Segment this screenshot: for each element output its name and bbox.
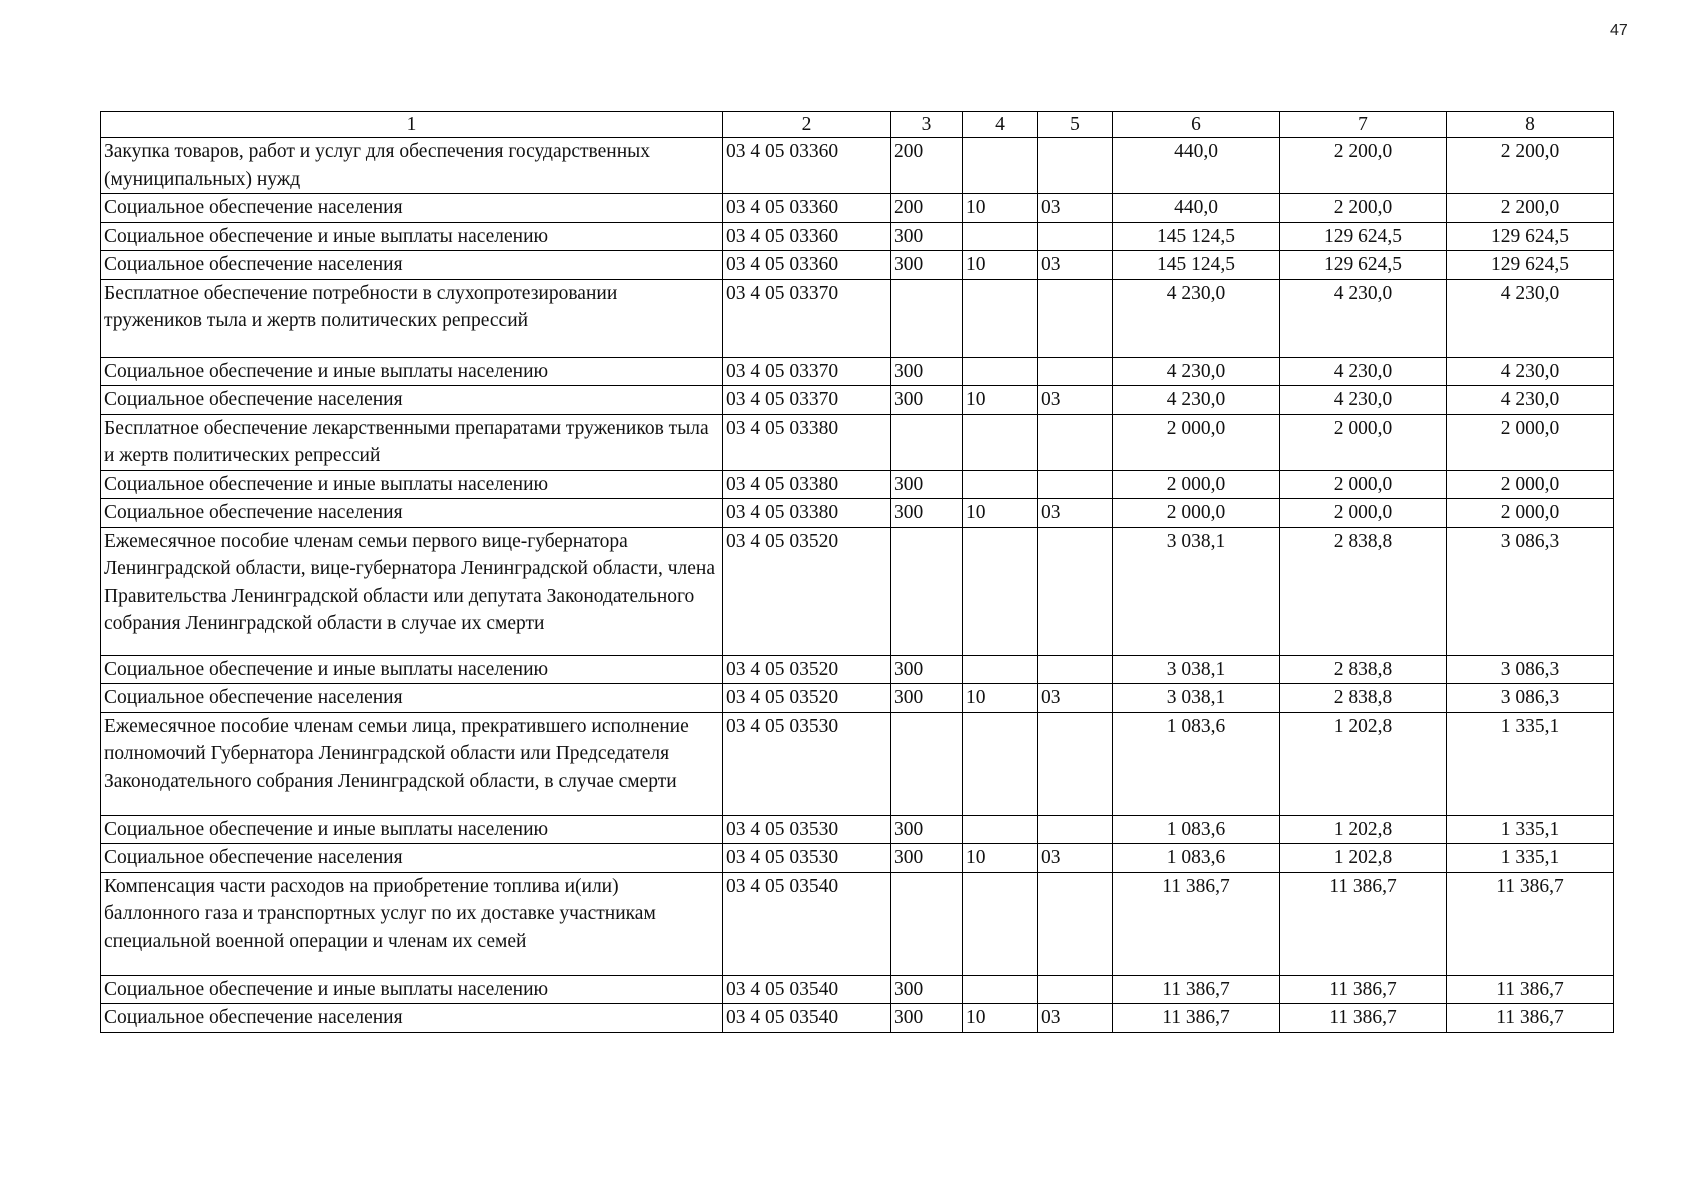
amount-cell: 2 000,0: [1447, 499, 1614, 528]
amount-cell: 1 202,8: [1280, 815, 1447, 844]
target-article-cell: 03 4 05 03360: [723, 138, 891, 194]
subsection-cell: 03: [1038, 684, 1113, 713]
amount-cell: 2 200,0: [1447, 138, 1614, 194]
amount-cell: 11 386,7: [1447, 1004, 1614, 1033]
expense-type-cell: 300: [891, 251, 963, 280]
amount-cell: 4 230,0: [1447, 279, 1614, 357]
expense-type-cell: 300: [891, 470, 963, 499]
amount-cell: 1 335,1: [1447, 815, 1614, 844]
subsection-cell: [1038, 279, 1113, 357]
description-cell: Социальное обеспечение и иные выплаты населению: [101, 357, 723, 386]
description-cell: Ежемесячное пособие членам семьи лица, прекратившего исполнение полномочий Губернатора Ленинградской области или Председателя Законодательного собрания Ленинградской области, в случае смерти: [101, 712, 723, 815]
target-article-cell: 03 4 05 03360: [723, 194, 891, 223]
subsection-cell: [1038, 975, 1113, 1004]
description-cell: Социальное обеспечение населения: [101, 844, 723, 873]
amount-cell: 145 124,5: [1113, 222, 1280, 251]
section-cell: [963, 815, 1038, 844]
expense-type-cell: 300: [891, 844, 963, 873]
amount-cell: 440,0: [1113, 138, 1280, 194]
table-row: [101, 194, 1614, 223]
expense-type-cell: 300: [891, 684, 963, 713]
description-cell: Социальное обеспечение населения: [101, 1004, 723, 1033]
target-article-cell: 03 4 05 03380: [723, 414, 891, 470]
section-cell: [963, 712, 1038, 815]
amount-cell: 11 386,7: [1447, 872, 1614, 975]
amount-cell: 129 624,5: [1447, 251, 1614, 280]
target-article-cell: 03 4 05 03520: [723, 527, 891, 655]
column-header: 2: [723, 112, 891, 138]
target-article-cell: 03 4 05 03520: [723, 655, 891, 684]
section-cell: [963, 357, 1038, 386]
amount-cell: 1 335,1: [1447, 712, 1614, 815]
column-header: 3: [891, 112, 963, 138]
description-cell: Бесплатное обеспечение лекарственными препаратами тружеников тыла и жертв политических репрессий: [101, 414, 723, 470]
description-cell: Социальное обеспечение и иные выплаты населению: [101, 655, 723, 684]
table-row: [101, 1004, 1614, 1033]
expense-type-cell: [891, 872, 963, 975]
description-cell: Бесплатное обеспечение потребности в слухопротезировании тружеников тыла и жертв политических репрессий: [101, 279, 723, 357]
amount-cell: 2 838,8: [1280, 684, 1447, 713]
subsection-cell: [1038, 712, 1113, 815]
amount-cell: 4 230,0: [1113, 357, 1280, 386]
subsection-cell: [1038, 357, 1113, 386]
expense-type-cell: 300: [891, 222, 963, 251]
amount-cell: 4 230,0: [1113, 279, 1280, 357]
column-header: 1: [101, 112, 723, 138]
subsection-cell: [1038, 138, 1113, 194]
amount-cell: 2 000,0: [1113, 499, 1280, 528]
description-cell: Компенсация части расходов на приобретение топлива и(или) баллонного газа и транспортных услуг по их доставке участникам специальной военной операции и членам их семей: [101, 872, 723, 975]
description-cell: Социальное обеспечение населения: [101, 251, 723, 280]
amount-cell: 2 838,8: [1280, 655, 1447, 684]
subsection-cell: [1038, 470, 1113, 499]
subsection-cell: 03: [1038, 1004, 1113, 1033]
table-row: [101, 138, 1614, 194]
expense-type-cell: 300: [891, 357, 963, 386]
description-cell: Закупка товаров, работ и услуг для обеспечения государственных (муниципальных) нужд: [101, 138, 723, 194]
expense-type-cell: [891, 527, 963, 655]
target-article-cell: 03 4 05 03530: [723, 712, 891, 815]
section-cell: 10: [963, 684, 1038, 713]
table-row: [101, 872, 1614, 975]
description-cell: Социальное обеспечение населения: [101, 194, 723, 223]
amount-cell: 2 000,0: [1447, 414, 1614, 470]
section-cell: 10: [963, 386, 1038, 415]
column-header: 4: [963, 112, 1038, 138]
amount-cell: 2 000,0: [1447, 470, 1614, 499]
subsection-cell: 03: [1038, 844, 1113, 873]
section-cell: [963, 138, 1038, 194]
subsection-cell: [1038, 527, 1113, 655]
section-cell: [963, 470, 1038, 499]
amount-cell: 1 202,8: [1280, 712, 1447, 815]
column-header: 7: [1280, 112, 1447, 138]
subsection-cell: [1038, 655, 1113, 684]
amount-cell: 2 000,0: [1280, 499, 1447, 528]
expense-type-cell: 300: [891, 655, 963, 684]
expense-type-cell: 300: [891, 815, 963, 844]
target-article-cell: 03 4 05 03530: [723, 815, 891, 844]
amount-cell: 2 000,0: [1280, 470, 1447, 499]
target-article-cell: 03 4 05 03530: [723, 844, 891, 873]
amount-cell: 2 838,8: [1280, 527, 1447, 655]
amount-cell: 11 386,7: [1280, 975, 1447, 1004]
description-cell: Социальное обеспечение и иные выплаты населению: [101, 975, 723, 1004]
section-cell: [963, 222, 1038, 251]
expense-type-cell: 300: [891, 499, 963, 528]
amount-cell: 11 386,7: [1280, 872, 1447, 975]
header-row: [101, 112, 1614, 138]
amount-cell: 2 000,0: [1113, 470, 1280, 499]
amount-cell: 4 230,0: [1280, 386, 1447, 415]
expense-type-cell: 300: [891, 1004, 963, 1033]
amount-cell: 3 086,3: [1447, 527, 1614, 655]
amount-cell: 2 000,0: [1113, 414, 1280, 470]
table-row: [101, 499, 1614, 528]
amount-cell: 129 624,5: [1447, 222, 1614, 251]
subsection-cell: [1038, 872, 1113, 975]
amount-cell: 4 230,0: [1280, 357, 1447, 386]
amount-cell: 145 124,5: [1113, 251, 1280, 280]
amount-cell: 2 200,0: [1280, 138, 1447, 194]
column-header: 8: [1447, 112, 1614, 138]
target-article-cell: 03 4 05 03380: [723, 499, 891, 528]
budget-table: [100, 111, 1614, 1033]
amount-cell: 3 038,1: [1113, 655, 1280, 684]
target-article-cell: 03 4 05 03360: [723, 222, 891, 251]
amount-cell: 11 386,7: [1113, 872, 1280, 975]
amount-cell: 129 624,5: [1280, 251, 1447, 280]
table-row: [101, 975, 1614, 1004]
amount-cell: 11 386,7: [1447, 975, 1614, 1004]
subsection-cell: 03: [1038, 499, 1113, 528]
table-row: [101, 527, 1614, 655]
amount-cell: 4 230,0: [1447, 357, 1614, 386]
table-row: [101, 279, 1614, 357]
amount-cell: 129 624,5: [1280, 222, 1447, 251]
table-row: [101, 815, 1614, 844]
amount-cell: 1 335,1: [1447, 844, 1614, 873]
target-article-cell: 03 4 05 03370: [723, 279, 891, 357]
amount-cell: 1 083,6: [1113, 844, 1280, 873]
description-cell: Социальное обеспечение и иные выплаты населению: [101, 470, 723, 499]
table-row: [101, 251, 1614, 280]
amount-cell: 11 386,7: [1113, 975, 1280, 1004]
description-cell: Ежемесячное пособие членам семьи первого вице-губернатора Ленинградской области, вице-губернатора Ленинградской области, члена Правительства Ленинградской области или депутата Законодательного собрания Ленинградской области в случае их смерти: [101, 527, 723, 655]
subsection-cell: 03: [1038, 194, 1113, 223]
subsection-cell: 03: [1038, 386, 1113, 415]
expense-type-cell: [891, 414, 963, 470]
amount-cell: 3 038,1: [1113, 527, 1280, 655]
subsection-cell: [1038, 815, 1113, 844]
section-cell: [963, 655, 1038, 684]
target-article-cell: 03 4 05 03380: [723, 470, 891, 499]
expense-type-cell: [891, 279, 963, 357]
amount-cell: 4 230,0: [1280, 279, 1447, 357]
amount-cell: 4 230,0: [1113, 386, 1280, 415]
table-row: [101, 712, 1614, 815]
target-article-cell: 03 4 05 03370: [723, 357, 891, 386]
target-article-cell: 03 4 05 03360: [723, 251, 891, 280]
table-row: [101, 844, 1614, 873]
section-cell: [963, 872, 1038, 975]
column-header: 6: [1113, 112, 1280, 138]
table-row: [101, 684, 1614, 713]
expense-type-cell: 300: [891, 386, 963, 415]
table-row: [101, 386, 1614, 415]
expense-type-cell: [891, 712, 963, 815]
expense-type-cell: 200: [891, 138, 963, 194]
section-cell: 10: [963, 499, 1038, 528]
section-cell: 10: [963, 251, 1038, 280]
description-cell: Социальное обеспечение населения: [101, 499, 723, 528]
description-cell: Социальное обеспечение и иные выплаты населению: [101, 222, 723, 251]
expense-type-cell: 300: [891, 975, 963, 1004]
table-row: [101, 414, 1614, 470]
amount-cell: 3 086,3: [1447, 655, 1614, 684]
description-cell: Социальное обеспечение населения: [101, 684, 723, 713]
section-cell: 10: [963, 844, 1038, 873]
expense-type-cell: 200: [891, 194, 963, 223]
amount-cell: 11 386,7: [1280, 1004, 1447, 1033]
target-article-cell: 03 4 05 03540: [723, 975, 891, 1004]
subsection-cell: [1038, 414, 1113, 470]
table-row: [101, 357, 1614, 386]
amount-cell: 440,0: [1113, 194, 1280, 223]
section-cell: [963, 527, 1038, 655]
target-article-cell: 03 4 05 03540: [723, 872, 891, 975]
description-cell: Социальное обеспечение и иные выплаты населению: [101, 815, 723, 844]
amount-cell: 3 086,3: [1447, 684, 1614, 713]
subsection-cell: 03: [1038, 251, 1113, 280]
table-row: [101, 470, 1614, 499]
target-article-cell: 03 4 05 03520: [723, 684, 891, 713]
amount-cell: 2 000,0: [1280, 414, 1447, 470]
section-cell: 10: [963, 194, 1038, 223]
column-header: 5: [1038, 112, 1113, 138]
amount-cell: 11 386,7: [1113, 1004, 1280, 1033]
section-cell: [963, 975, 1038, 1004]
section-cell: [963, 279, 1038, 357]
section-cell: [963, 414, 1038, 470]
target-article-cell: 03 4 05 03370: [723, 386, 891, 415]
table-row: [101, 655, 1614, 684]
amount-cell: 1 083,6: [1113, 712, 1280, 815]
amount-cell: 1 202,8: [1280, 844, 1447, 873]
amount-cell: 2 200,0: [1280, 194, 1447, 223]
amount-cell: 1 083,6: [1113, 815, 1280, 844]
table-row: [101, 222, 1614, 251]
description-cell: Социальное обеспечение населения: [101, 386, 723, 415]
amount-cell: 2 200,0: [1447, 194, 1614, 223]
page-number: 47: [1610, 22, 1628, 39]
section-cell: 10: [963, 1004, 1038, 1033]
subsection-cell: [1038, 222, 1113, 251]
amount-cell: 3 038,1: [1113, 684, 1280, 713]
amount-cell: 4 230,0: [1447, 386, 1614, 415]
target-article-cell: 03 4 05 03540: [723, 1004, 891, 1033]
